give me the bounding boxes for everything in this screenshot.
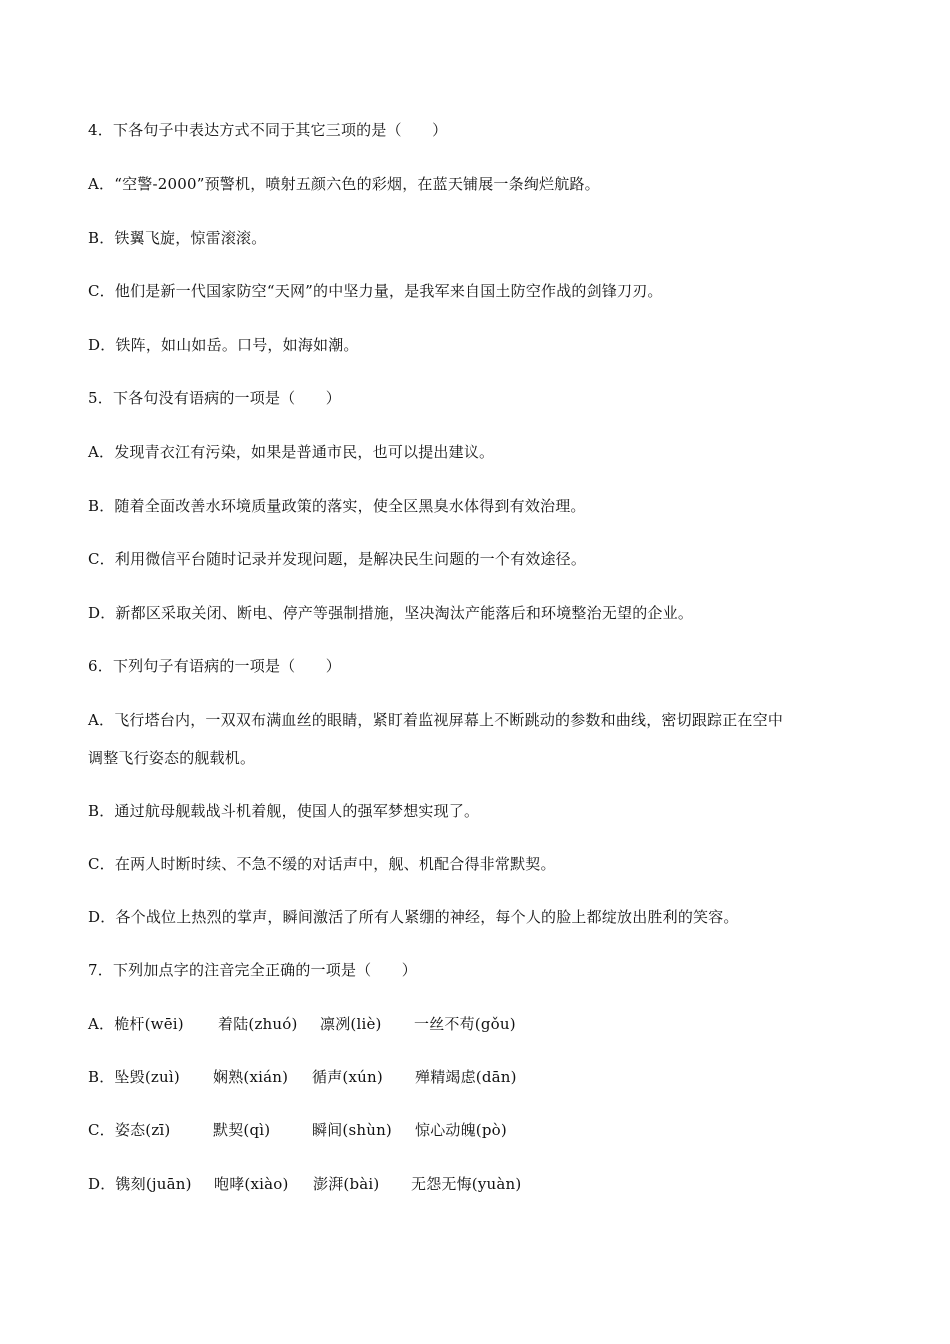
question-4-option-c: C．他们是新一代国家防空“天网”的中坚力量，是我军来自国土防空作战的剑锋刀刃。 xyxy=(88,282,663,300)
option-cell: 无怨无悔(yuàn) xyxy=(411,1175,522,1193)
question-5-option-a: A．发现青衣江有污染，如果是普通市民，也可以提出建议。 xyxy=(88,443,495,461)
option-cell: A．桅杆(wēi) xyxy=(88,1015,184,1033)
question-6-option-a-continued: 调整飞行姿态的舰载机。 xyxy=(88,749,256,767)
option-cell: 凛冽(liè) xyxy=(320,1015,382,1033)
question-6-option-b: B．通过航母舰载战斗机着舰，使国人的强军梦想实现了。 xyxy=(88,802,480,820)
option-cell: 惊心动魄(pò) xyxy=(415,1121,507,1139)
question-6-option-c: C．在两人时断时续、不急不缓的对话声中，舰、机配合得非常默契。 xyxy=(88,855,556,873)
option-cell: 澎湃(bài) xyxy=(313,1175,380,1193)
question-5-option-b: B．随着全面改善水环境质量政策的落实，使全区黑臭水体得到有效治理。 xyxy=(88,497,586,515)
question-6-stem: 6．下列句子有语病的一项是（ ） xyxy=(88,657,341,675)
option-cell: 咆哮(xiào) xyxy=(214,1175,289,1193)
question-7-stem: 7．下列加点字的注音完全正确的一项是（ ） xyxy=(88,961,417,979)
question-4-stem: 4．下各句子中表达方式不同于其它三项的是（ ） xyxy=(88,121,448,139)
option-cell: 娴熟(xián) xyxy=(213,1068,289,1086)
option-cell: 循声(xún) xyxy=(312,1068,383,1086)
question-5-stem: 5．下各句没有语病的一项是（ ） xyxy=(88,389,341,407)
question-6-option-a: A．飞行塔台内，一双双布满血丝的眼睛，紧盯着监视屏幕上不断跳动的参数和曲线，密切跟踪正在空中 xyxy=(88,711,784,729)
option-cell: 殚精竭虑(dān) xyxy=(415,1068,517,1086)
option-cell: B．坠毁(zuì) xyxy=(88,1068,180,1086)
option-cell: C．姿态(zī) xyxy=(88,1121,171,1139)
question-4-option-a: A．“空警-2000”预警机，喷射五颜六色的彩烟，在蓝天铺展一条绚烂航路。 xyxy=(88,175,600,193)
option-cell: 默契(qì) xyxy=(213,1121,271,1139)
question-6-option-d: D．各个战位上热烈的掌声，瞬间激活了所有人紧绷的神经，每个人的脸上都绽放出胜利的笑容。 xyxy=(88,908,739,926)
option-cell: D．镌刻(juān) xyxy=(88,1175,192,1193)
question-4-option-b: B．铁翼飞旋，惊雷滚滚。 xyxy=(88,229,267,247)
question-5-option-c: C．利用微信平台随时记录并发现问题，是解决民生问题的一个有效途径。 xyxy=(88,550,587,568)
question-4-option-d: D．铁阵，如山如岳。口号，如海如潮。 xyxy=(88,336,359,354)
question-5-option-d: D．新都区采取关闭、断电、停产等强制措施，坚决淘汰产能落后和环境整治无望的企业。 xyxy=(88,604,694,622)
option-cell: 瞬间(shùn) xyxy=(312,1121,392,1139)
option-cell: 着陆(zhuó) xyxy=(218,1015,298,1033)
option-cell: 一丝不苟(gǒu) xyxy=(414,1015,516,1033)
